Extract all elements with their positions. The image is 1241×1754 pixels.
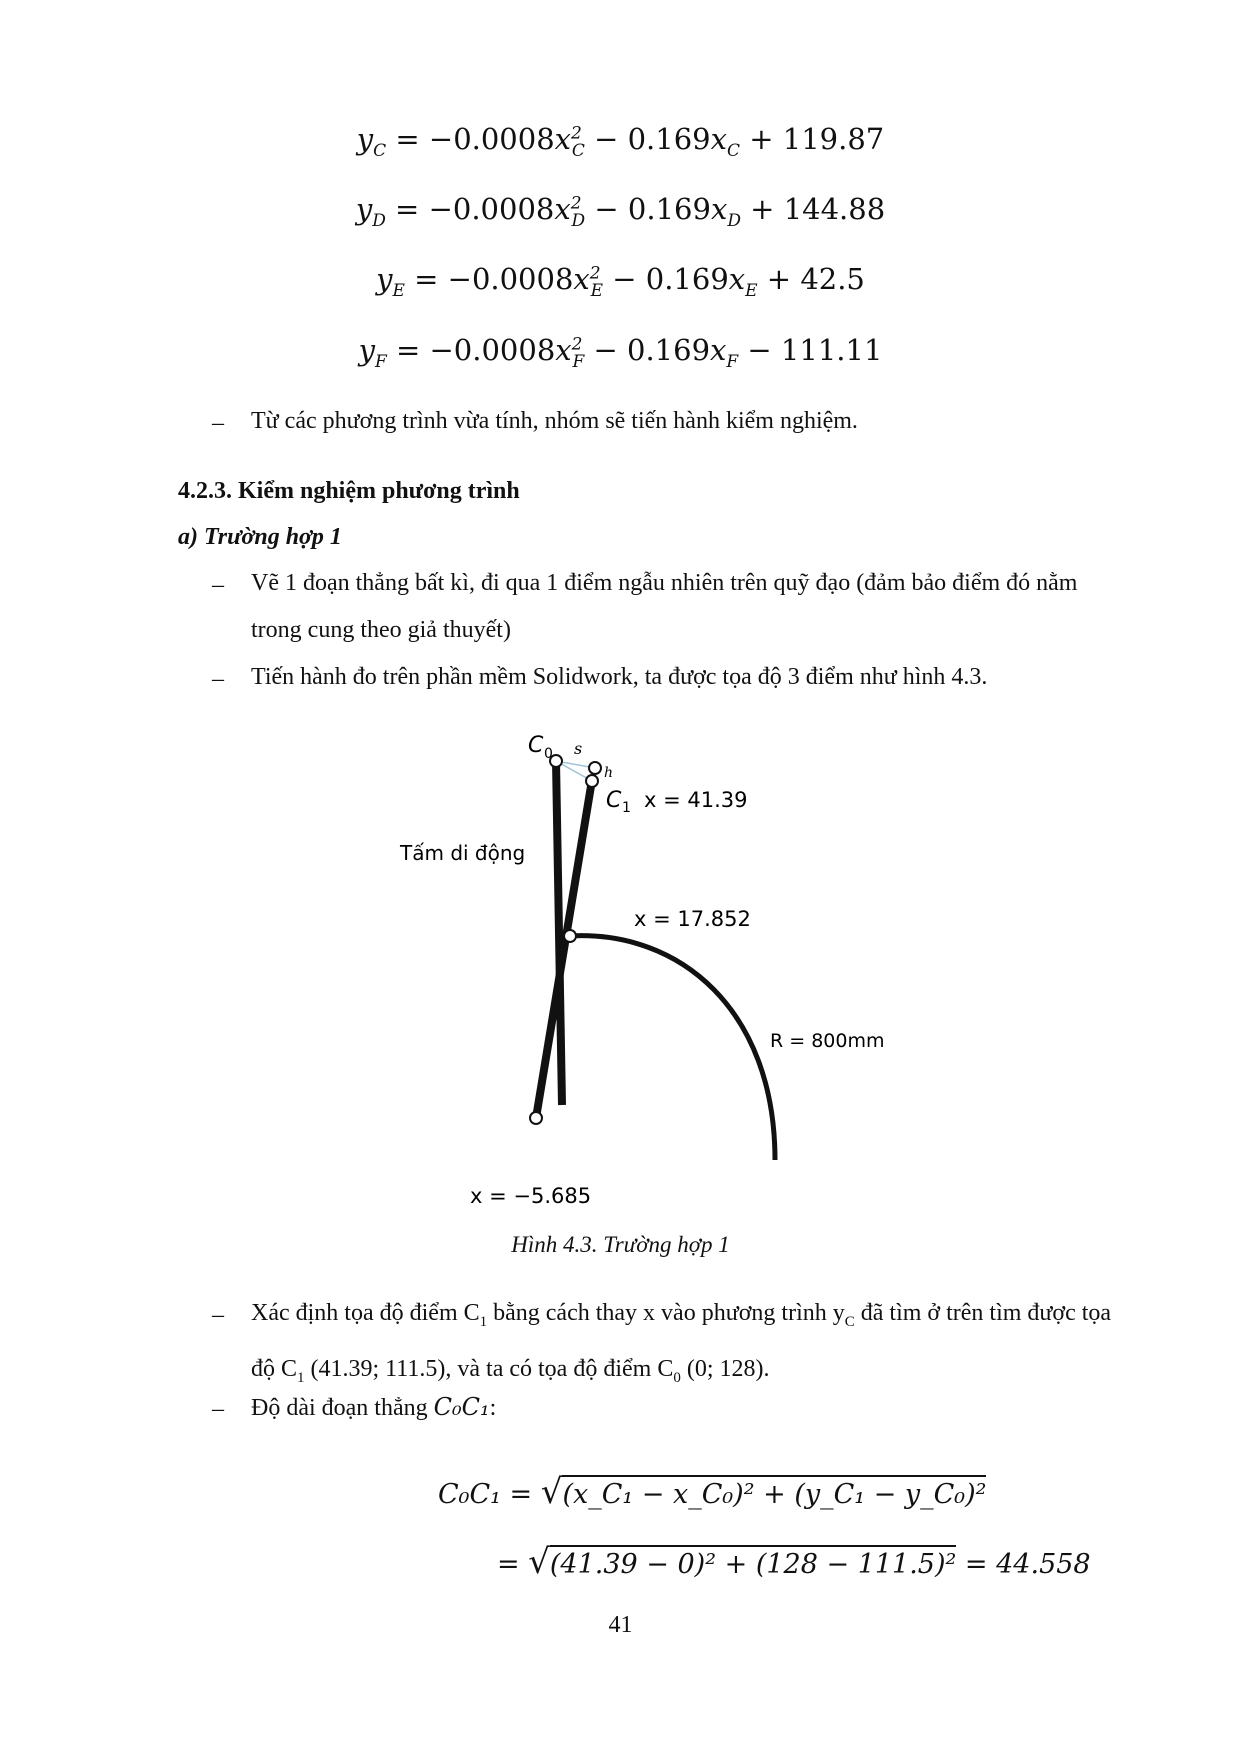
fixed-plate-bar (556, 761, 562, 1105)
arc-trajectory (570, 936, 775, 1160)
page-number: 41 (608, 1612, 633, 1638)
equation-yc: $y_C = -0.0008x^2_C - 0.169x_C + 119.87$ (356, 122, 885, 161)
figure-4-3 (380, 720, 940, 1225)
label-c0: C (528, 733, 544, 758)
bullet-text-1: Vẽ 1 đoạn thẳng bất kì, đi qua 1 điểm ngẫu nhiên trên quỹ đạo (đảm bảo điểm đó nằm trong cung theo giả thuyết) (251, 570, 1078, 643)
length-formula-line1: C₀C₁ = √(x_C₁ − x_C₀)² + (y_C₁ − y_C₀)² (438, 1472, 987, 1512)
equation-yd: $y_D = -0.0008x^2_D - 0.169x_D + 144.88$ (355, 192, 886, 231)
point-s (589, 762, 601, 774)
length-formula-line2: = √(41.39 − 0)² + (128 − 111.5)² = 44.558 (497, 1542, 1091, 1582)
point-bottom (530, 1112, 542, 1124)
label-c0-sub: 0 (544, 746, 553, 762)
figure-diagram (380, 720, 940, 1220)
equation-ye: $y_E = -0.0008x^2_E - 0.169x_E + 42.5$ (376, 262, 865, 301)
label-radius: R = 800mm (770, 1030, 885, 1052)
label-plate: Tấm di động (400, 841, 526, 865)
bullet-text-3: Xác định tọa độ điểm $C_1$ bằng cách thay x vào phương trình $y_C$ đã tìm ở trên tìm được tọa độ $C_1$ (41.39; 111.5), và ta có tọa độ điểm $C_0$ (0; 128). (251, 1300, 1112, 1386)
point-intersection (564, 930, 576, 942)
intro-text: Từ các phương trình vừa tính, nhóm sẽ tiến hành kiểm nghiệm. (251, 408, 858, 434)
bullet-text-4: Độ dài đoạn thẳng C₀C₁: (251, 1393, 497, 1421)
figure-caption: Hình 4.3. Trường hợp 1 (511, 1232, 730, 1257)
label-c1-sub: 1 (622, 800, 631, 816)
label-s: s (574, 739, 583, 758)
bullet-marker: – (212, 666, 224, 692)
label-x-neg: x = −5.685 (470, 1184, 592, 1208)
label-h: h (604, 765, 614, 781)
point-c1 (586, 775, 598, 787)
bullet-marker: – (212, 410, 224, 436)
section-heading: 4.2.3. Kiểm nghiệm phương trình (178, 478, 520, 504)
bullet-marker: – (212, 1396, 224, 1422)
bullet-marker: – (212, 572, 224, 598)
bullet-marker: – (212, 1302, 224, 1328)
equation-yf: $y_F = -0.0008x^2_F - 0.169x_F - 111.11$ (358, 333, 883, 372)
case-heading: a) Trường hợp 1 (178, 524, 342, 550)
bullet-text-2: Tiến hành đo trên phần mềm Solidwork, ta được tọa độ 3 điểm như hình 4.3. (251, 664, 988, 690)
label-x-17: x = 17.852 (634, 907, 751, 931)
label-c1: C (606, 788, 622, 813)
label-x-41: x = 41.39 (644, 788, 748, 812)
